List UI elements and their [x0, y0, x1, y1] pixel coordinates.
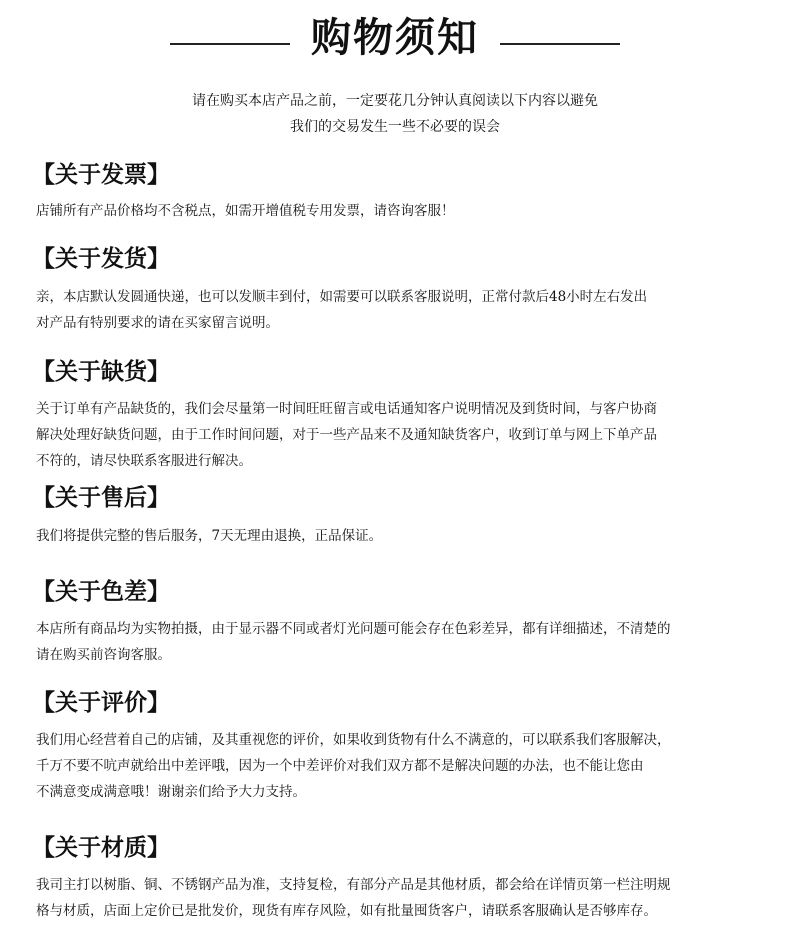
- section-title-invoice: 【关于发票】: [32, 161, 170, 188]
- section-line: 解决处理好缺货问题，由于工作时间问题，对于一些产品来不及通知缺货客户，收到订单与网上下单产品: [36, 427, 657, 443]
- section-line: 我司主打以树脂、铜、不锈钢产品为准，支持复检，有部分产品是其他材质，都会给在详情页第一栏注明规: [36, 877, 671, 893]
- section-line: 对产品有特别要求的请在买家留言说明。: [36, 315, 279, 331]
- title-rule-left: [170, 43, 290, 45]
- section-title-shipping: 【关于发货】: [32, 245, 170, 272]
- section-title-after-sales: 【关于售后】: [32, 484, 170, 511]
- section-line: 请在购买前咨询客服。: [36, 647, 171, 663]
- page-header: [0, 10, 790, 66]
- section-title-material: 【关于材质】: [32, 834, 170, 861]
- page-title: 购物须知: [311, 14, 479, 61]
- intro-text: [0, 88, 790, 140]
- section-title-out-of-stock: 【关于缺货】: [32, 358, 170, 385]
- section-line: 不满意变成满意哦！谢谢亲们给予大力支持。: [36, 784, 306, 800]
- section-body-out-of-stock: [36, 396, 776, 474]
- intro-line: 我们的交易发生一些不必要的误会: [290, 119, 500, 135]
- section-line: 亲，本店默认发圆通快递，也可以发顺丰到付，如需要可以联系客服说明，正常付款后48小时左右发出: [36, 289, 648, 305]
- section-line: 我们用心经营着自己的店铺，及其重视您的评价，如果收到货物有什么不满意的，可以联系我们客服解决，: [36, 732, 671, 748]
- section-line: 店铺所有产品价格均不含税点，如需开增值税专用发票，请咨询客服！: [36, 203, 455, 219]
- section-body-invoice: [36, 198, 776, 224]
- section-title-reviews: 【关于评价】: [32, 689, 170, 716]
- section-body-after-sales: [36, 523, 776, 549]
- section-body-color-difference: [36, 616, 776, 668]
- section-body-reviews: [36, 727, 776, 805]
- title-rule-right: [500, 43, 620, 45]
- section-line: 格与材质，店面上定价已是批发价，现货有库存风险，如有批量囤货客户，请联系客服确认是否够库存。: [36, 903, 657, 919]
- section-body-material: [36, 872, 776, 924]
- section-line: 千万不要不吭声就给出中差评哦，因为一个中差评价对我们双方都不是解决问题的办法，也不能让您由: [36, 758, 644, 774]
- section-line: 我们将提供完整的售后服务，7天无理由退换，正品保证。: [36, 528, 383, 544]
- intro-line: 请在购买本店产品之前，一定要花几分钟认真阅读以下内容以避免: [192, 93, 598, 109]
- section-title-color-difference: 【关于色差】: [32, 578, 170, 605]
- section-line: 不符的，请尽快联系客服进行解决。: [36, 453, 252, 469]
- section-line: 本店所有商品均为实物拍摄，由于显示器不同或者灯光问题可能会存在色彩差异，都有详细描述，不清楚的: [36, 621, 671, 637]
- section-body-shipping: [36, 284, 776, 336]
- section-line: 关于订单有产品缺货的，我们会尽量第一时间旺旺留言或电话通知客户说明情况及到货时间，与客户协商: [36, 401, 657, 417]
